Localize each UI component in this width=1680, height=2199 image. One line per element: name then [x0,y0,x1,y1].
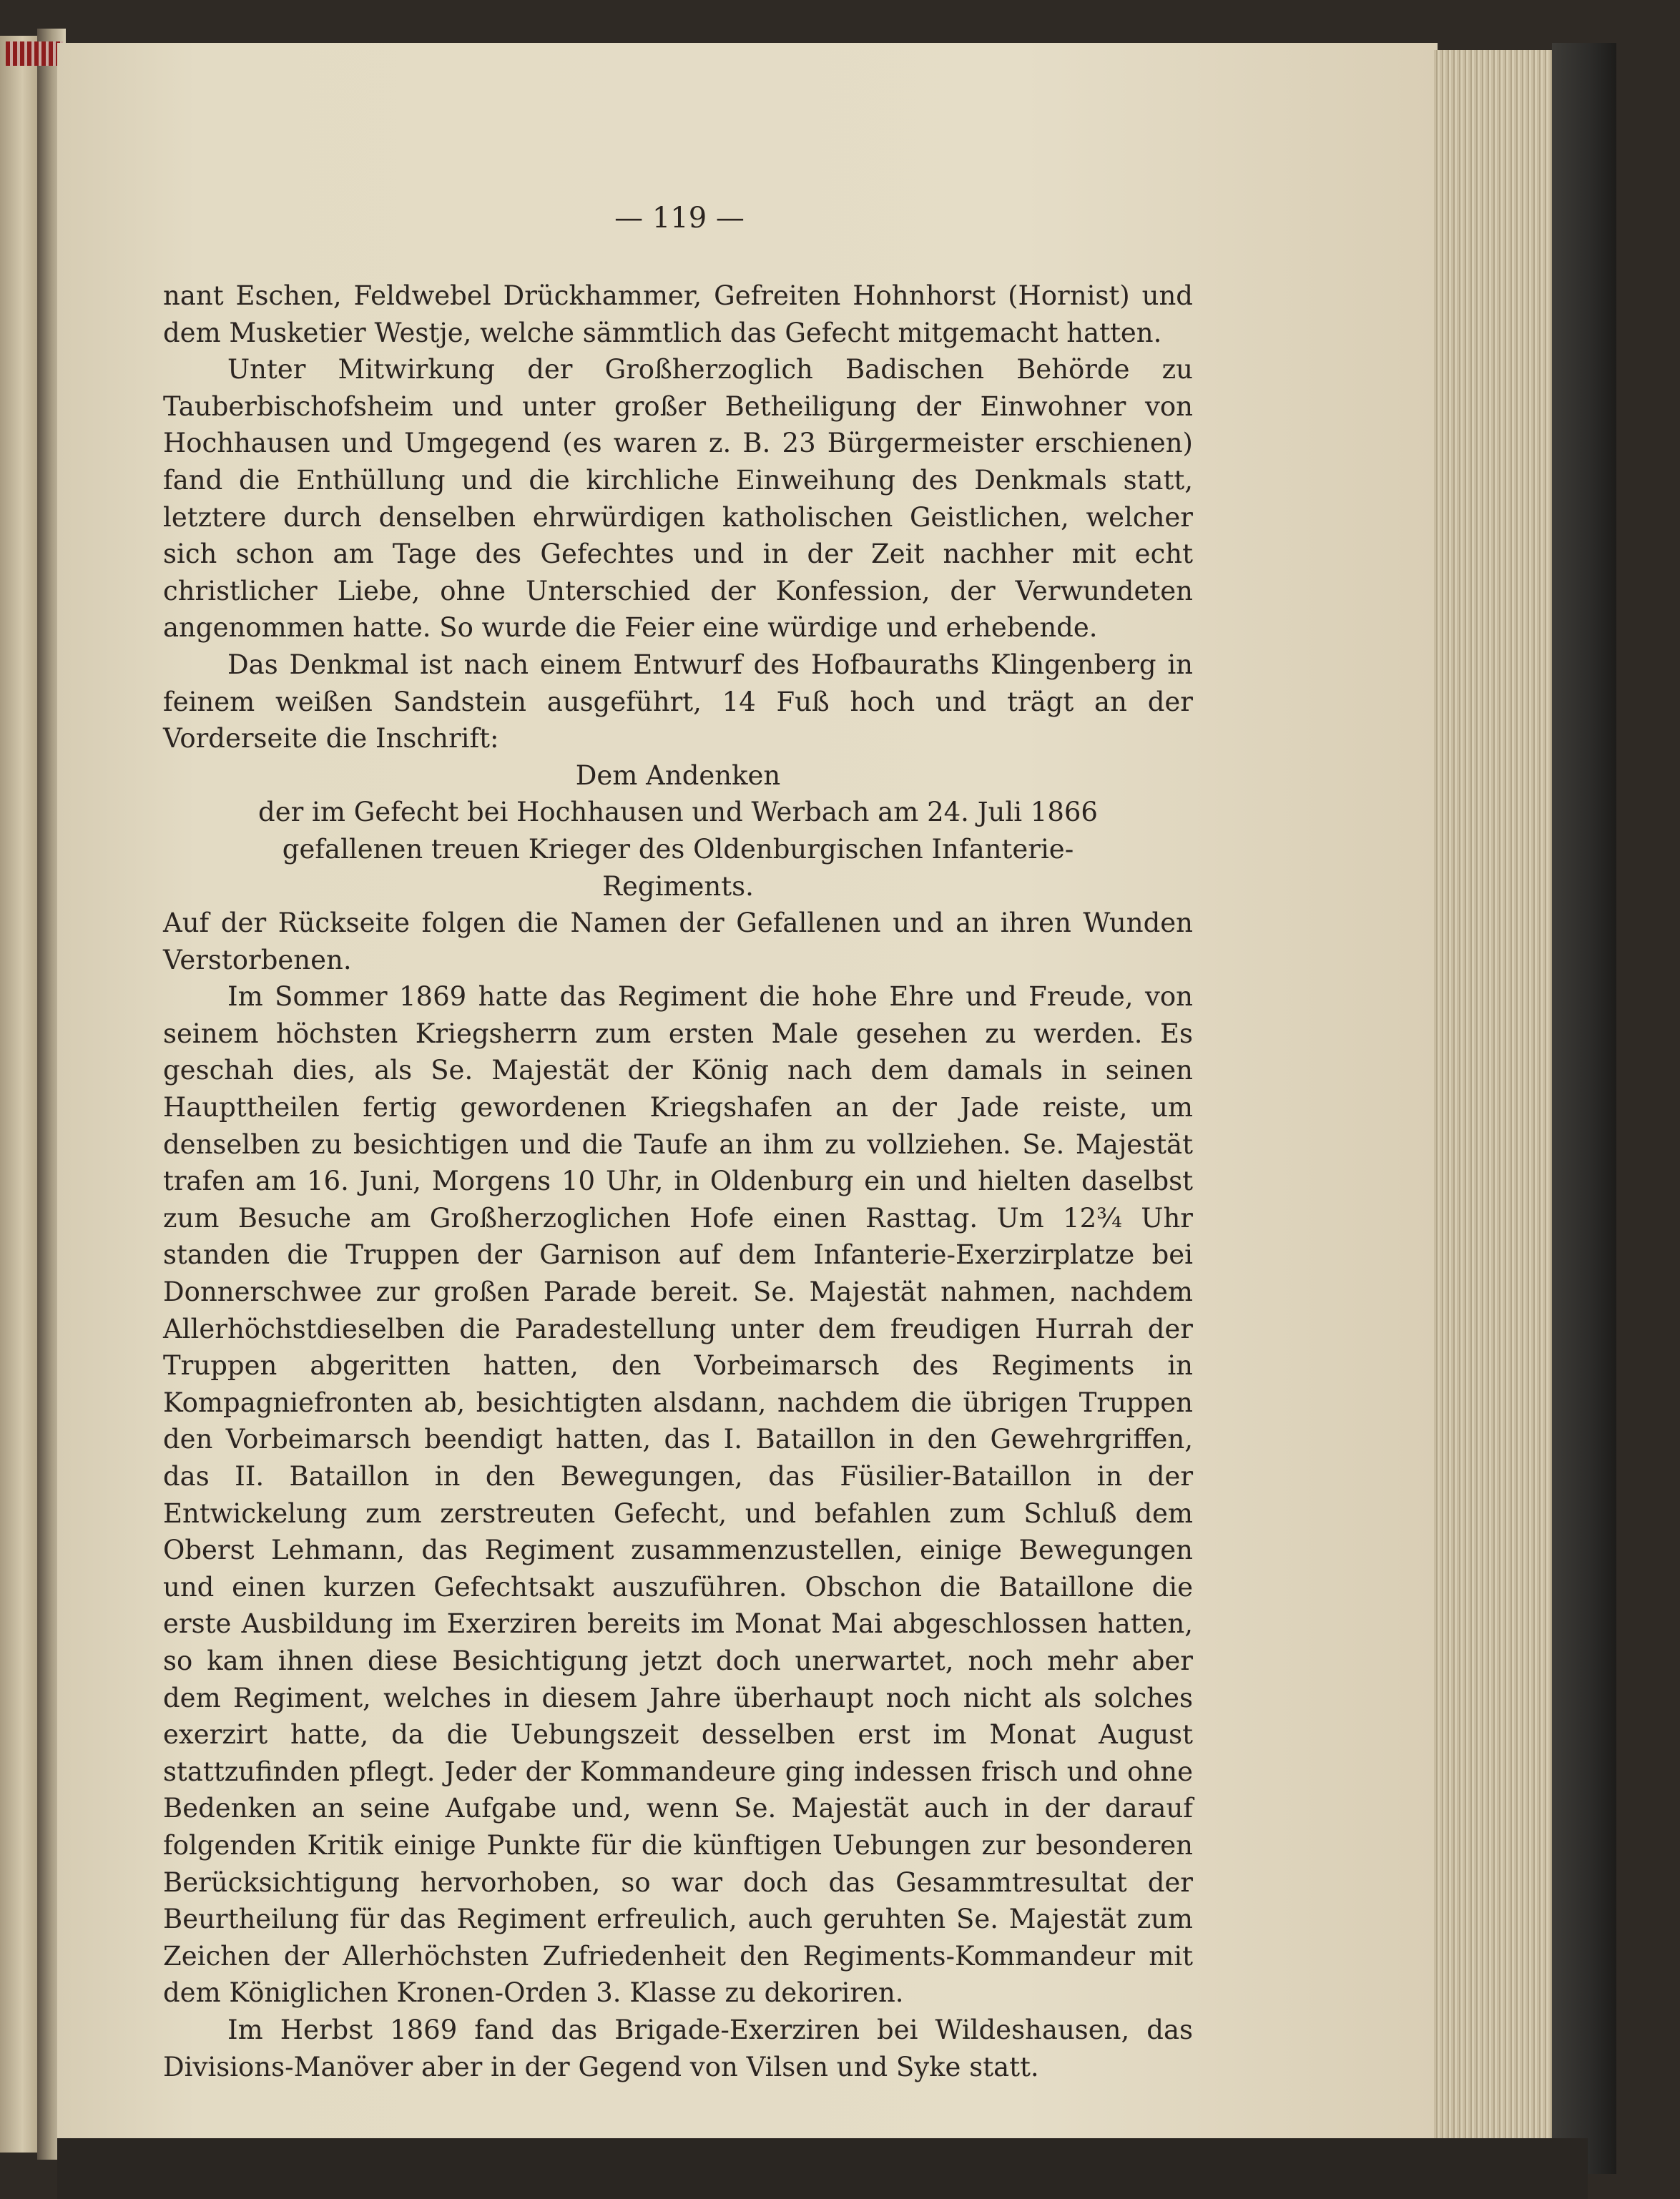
inscription-line: der im Gefecht bei Hochhausen und Werbach am 24. Juli 1866 [258,797,1098,828]
bottom-background [57,2138,1588,2199]
left-page-edge [0,36,37,2153]
paragraph: Unter Mitwirkung der Großherzoglich Badischen Behörde zu Tauberbischofsheim und unter großer Betheiligung der Einwohner von Hochhausen und Umgegend (es waren z. B. 23 Bürgermeister erschienen) fand die Enthüllung und die kirchliche Einweihung des Denkmals statt, letztere durch denselben ehrwürdigen katholischen Geistlichen, welcher sich schon am Tage des Gefechtes und in der Zeit nachher mit echt christlicher Liebe, ohne Unterschied der Konfession, der Verwundeten angenommen hatte. So wurde die Feier eine würdige und erhebende. [163,354,1193,644]
paragraph: Im Herbst 1869 fand das Brigade-Exerziren bei Wildeshausen, das Divisions-Manöver aber in der Gegend von Vilsen und Syke statt. [163,2014,1193,2082]
inscription-line: Dem Andenken [575,759,781,791]
book-cover-edge [1552,43,1616,2174]
paragraph: Im Sommer 1869 hatte das Regiment die hohe Ehre und Freude, von seinem höchsten Kriegsherrn zum ersten Male gesehen zu werden. Es geschah dies, als Se. Majestät der König nach dem damals in seinen Haupttheilen fertig gewordenen Kriegshafen an der Jade reiste, um denselben zu besichtigen und die Taufe an ihm zu vollziehen. Se. Majestät trafen am 16. Juni, Morgens 10 Uhr, in Oldenburg ein und hielten daselbst zum Besuche am Großherzoglichen Hofe einen Rasttag. Um 12¾ Uhr standen die Truppen der Garnison auf dem Infanterie-Exerzirplatze bei Donnerschwee zur großen Parade bereit. Se. Majestät nahmen, nachdem Allerhöchstdieselben die Paradestellung unter dem freudigen Hurrah der Truppen abgeritten hatten, den Vorbeimarsch des Regiments in Kompagniefronten ab, besichtigten alsdann, nachdem die übrigen Truppen den Vorbeimarsch beendigt hatten, das I. Bataillon in den Gewehrgriffen, das II. Bataillon in den Bewegungen, das Füsilier-Bataillon in der Entwickelung zum zerstreuten Gefecht, und befahlen zum Schluß dem Oberst Lehmann, das Regiment zusammenzustellen, einige Bewegungen und einen kurzen Gefechtsakt auszuführen. Obschon die Bataillone die erste Ausbildung im Exerziren bereits im Monat Mai abgeschlossen hatten, so kam ihnen diese Besichtigung jetzt doch unerwartet, noch mehr aber dem Regiment, welches in diesem Jahre überhaupt noch nicht als solches exerzirt hatte, da die Uebungszeit desselben erst im Monat August stattzufinden pflegt. Jeder der Kommandeure ging indessen frisch und ohne Bedenken an seine Aufgabe und, wenn Se. Majestät auch in der darauf folgenden Kritik einige Punkte für die künftigen Uebungen zur besonderen Berücksichtigung hervorhoben, so war doch das Gesammtresultat der Beurtheilung für das Regiment erfreulich, auch geruhten Se. Majestät zum Zeichen der Allerhöchsten Zufriedenheit den Regiments-Kommandeur mit dem Königlichen Kronen-Orden 3. Klasse zu dekoriren. [163,981,1193,2009]
inscription-line: Regiments. [602,870,754,902]
page-body [163,193,1193,2085]
paragraph: Das Denkmal ist nach einem Entwurf des Hofbauraths Klingenberg in feinem weißen Sandstein ausgeführt, 14 Fuß hoch und trägt an der Vorderseite die Inschrift: [163,649,1193,754]
inscription-line: gefallenen treuen Krieger des Oldenburgischen Infanterie- [282,833,1074,865]
page-number: — 119 — [614,202,745,235]
paragraph: Auf der Rückseite folgen die Namen der Gefallenen und an ihren Wunden Verstorbenen. [163,907,1193,975]
paragraph: nant Eschen, Feldwebel Drückhammer, Gefreiten Hohnhorst (Hornist) und dem Musketier Westje, welche sämmtlich das Gefecht mitgemacht hatten. [163,280,1193,348]
bookmark-ribbon [6,41,63,66]
